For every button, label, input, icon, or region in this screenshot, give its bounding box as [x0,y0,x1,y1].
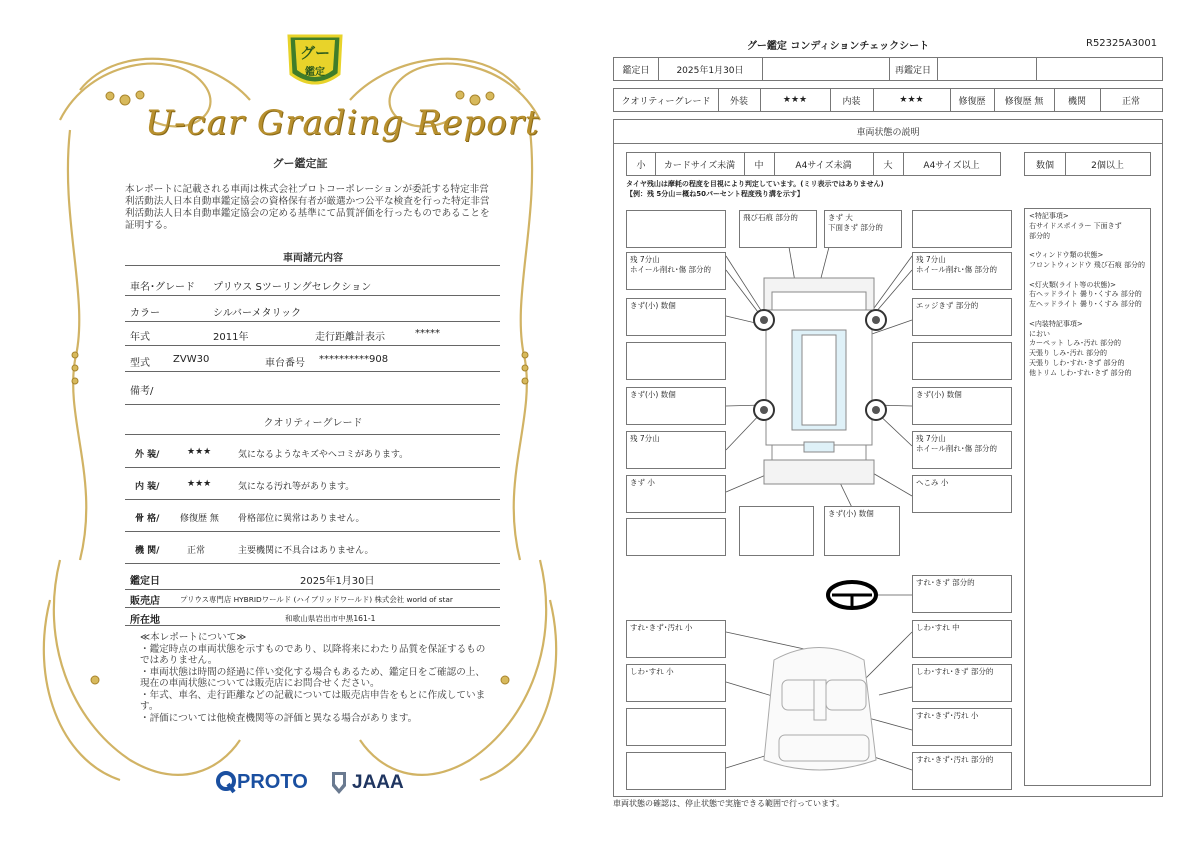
quality-label: 内 装/ [135,482,160,492]
special-note-line [1029,310,1146,320]
int-box-steer: すれ･きず 部分的 [912,575,1012,613]
special-note-line: 右ヘッドライト 曇り･くすみ 部分的 [1029,290,1142,299]
quality-desc: 主要機関に不具合はありません。 [238,546,374,556]
goo-badge [285,30,345,92]
special-note-line: 部分的 [1029,231,1050,240]
date-label: 鑑定日 [622,65,650,76]
int-box-l1: すれ･きず･汚れ 小 [626,620,726,658]
legend-mid: 中 [754,160,764,171]
ext-box-l3 [626,342,726,380]
quality-grade: 修復歴 無 [180,514,219,524]
year-value: 2011年 [213,332,249,343]
ext-box-l2: きず(小) 数個 [626,298,726,336]
special-note-line: 天張り しみ･汚れ 部分的 [1029,349,1107,358]
proto-logo [215,770,308,794]
quality-desc: 気になる汚れ等があります。 [238,482,355,492]
grade-row [613,88,1163,112]
ext-box-l5: 残 7分山 [626,431,726,469]
address-value: 和歌山県岩出市中黒161-1 [285,614,376,623]
tire-note-1: タイヤ残山は摩耗の程度を目視により判定しています。(ミリ表示ではありません) [626,180,884,188]
grade-label: クオリティーグレード [621,96,711,107]
ext-box-r3 [912,342,1012,380]
ext-value: ★★★ [782,95,808,105]
color-label: カラー [130,308,160,319]
date-row [613,57,1163,81]
sheet-title: グー鑑定 コンディションチェックシート [746,41,930,52]
quality-label: 機 関/ [135,546,160,556]
jaaa-logo [330,770,404,796]
int-box-l3 [626,708,726,746]
notes [140,632,490,724]
quality-label: 外 装/ [135,450,160,460]
special-note-line: 左ヘッドライト 曇り･くすみ 部分的 [1029,300,1142,309]
quality-title: クオリティーグレード [263,418,363,429]
special-notes [1024,208,1151,786]
spec-row-name [125,270,500,296]
remarks-label: 備考/ [130,386,154,397]
quality-row [125,500,500,532]
shop-value: プリウス専門店 HYBRIDワールド (ハイブリッドワールド) 株式会社 world of star [180,595,453,604]
chassis-value: **********908 [319,354,389,365]
legend-count-desc: 2個以上 [1091,160,1124,171]
quality-grade: ★★★ [187,479,212,489]
date-value: 2025年1月30日 [676,65,744,76]
spec-row-address [125,608,500,626]
quality-row [125,532,500,564]
ext-box-l7 [626,518,726,556]
ext-box-l4: きず(小) 数個 [626,387,726,425]
legend-small-desc: カードサイズ未満 [663,160,736,171]
date-label: 鑑定日 [130,576,160,587]
special-note-line: <特記事項> [1029,212,1069,220]
color-value: シルバーメタリック [213,308,302,319]
reinspect-label: 再鑑定日 [894,65,931,76]
legend-small: 小 [636,160,646,171]
sheet-id: R52325A3001 [1086,38,1158,49]
model-value: ZVW30 [173,354,210,365]
mileage-value: ***** [415,328,440,339]
special-note-line: 他トリム しわ･すれ･きず 部分的 [1029,368,1132,377]
legend-large: 大 [883,160,893,171]
special-note-line: フロントウィンドウ 飛び石痕 部分的 [1029,260,1146,269]
note-3: ・年式、車名、走行距離などの記載については販売店申告をもとに作成しています。 [140,689,486,712]
condition-check-sheet [600,0,1200,848]
spec-row-date [125,564,500,590]
int-value: ★★★ [899,95,924,105]
ext-box-t4 [912,210,1012,248]
quality-desc: 骨格部位に異常はありません。 [238,514,365,524]
note-1: ・鑑定時点の車両状態を示すものであり、以降将来にわたり品質を保証するものではありません。 [140,643,486,666]
condition-panel [613,119,1163,797]
special-note-line [1029,241,1146,251]
ext-box-t3: きず 大 下面きず 部分的 [824,210,902,248]
spec-row-year [125,322,500,346]
ext-box-r4: きず(小) 数個 [912,387,1012,425]
ext-box-b1 [739,506,814,556]
quality-row [125,436,500,468]
year-label: 年式 [130,332,150,343]
report-title: U-car Grading Report [145,103,540,143]
date-value: 2025年1月30日 [300,576,375,587]
mileage-label: 走行距離計表示 [315,332,385,343]
special-note-line: <内装特記事項> [1029,319,1083,328]
quality-desc: 気になるようなキズやヘコミがあります。 [238,450,409,460]
special-note-line: 天張り しわ･すれ･きず 部分的 [1029,358,1125,367]
proto-q-icon [215,770,237,794]
name-value: プリウス Sツーリングセレクション [213,282,372,293]
badge-top-text: グー [299,44,330,62]
chassis-label: 車台番号 [265,358,305,369]
repair-value: 修復歴 無 [1004,96,1044,107]
name-label: 車名･グレード [130,282,195,293]
special-note-line [1029,271,1146,281]
tire-note-2: 【例：残 5分山＝概ね50パーセント程度残り溝を示す】 [626,190,804,198]
quality-label: 骨 格/ [135,514,160,524]
ext-box-t2: 飛び石痕 部分的 [739,210,817,248]
cert-text: 本レポートに記載される車両は株式会社プロトコーポレーションが委託する特定非営利活動法人日本自動車鑑定協会の資格保有者が厳選かつ公平な検査を行った特定非営利活動法人日本自動車鑑定協会の定める基準にて品質評価を行ったものであることを証明する。 [125,184,490,231]
shop-label: 販売店 [130,596,160,607]
int-box-r2: しわ･すれ･きず 部分的 [912,664,1012,702]
ext-box-b3: きず(小) 数個 [824,506,900,556]
specs-title: 車両諸元内容 [283,253,343,264]
spec-row-model [125,346,500,372]
note-4: ・評価については他検査機関等の評価と異なる場合があります。 [140,712,418,724]
legend-title: 車両状態の説明 [614,120,1162,144]
repair-label: 修復歴 [958,96,986,107]
cert-title: グー鑑定証 [272,157,328,170]
legend-count: 数個 [1035,160,1054,171]
model-label: 型式 [130,358,150,369]
special-note-line: におい [1029,329,1050,338]
spec-row-color [125,296,500,322]
note-2: ・車両状態は時間の経過に伴い変化する場合もあるため、鑑定日をご確認の上、現在の車両状態については販売店にお問合せください。 [140,666,485,689]
int-box-l4 [626,752,726,790]
proto-text: PROTO [237,770,308,793]
spec-row-remarks [125,372,500,402]
quality-grade: 正常 [187,546,206,556]
legend-large-desc: A4サイズ以上 [923,160,980,171]
special-note-line: カーペット しみ･汚れ 部分的 [1029,339,1121,348]
legend-mid-desc: A4サイズ未満 [795,160,852,171]
ext-label: 外装 [729,96,748,107]
ext-box-l1: 残 7分山 ホイール削れ･傷 部分的 [626,252,726,290]
address-label: 所在地 [130,615,160,626]
special-note-line: 右サイドスポイラー 下面きず [1029,221,1122,230]
engine-value: 正常 [1121,96,1140,107]
ext-box-l6: きず 小 [626,475,726,513]
special-note-line: <灯火類(ライト等の状態)> [1029,280,1116,289]
int-box-r4: すれ･きず･汚れ 部分的 [912,752,1012,790]
ext-box-r6: へこみ 小 [912,475,1012,513]
engine-label: 機関 [1067,96,1086,107]
ext-box-r1: 残 7分山 ホイール削れ･傷 部分的 [912,252,1012,290]
footer-note: 車両状態の確認は、停止状態で実施できる範囲で行っています。 [613,799,845,808]
int-box-r1: しわ･すれ 中 [912,620,1012,658]
jaaa-emblem-icon [330,770,348,796]
special-note-line: <ウィンドウ類の状態> [1029,251,1104,260]
quality-row [125,468,500,500]
spec-row-shop [125,590,500,608]
int-label: 内装 [842,96,861,107]
jaaa-text: JAAA [352,772,404,793]
ext-box-r2: エッジきず 部分的 [912,298,1012,336]
ext-box-t1 [626,210,726,248]
int-box-l2: しわ･すれ 小 [626,664,726,702]
ext-box-r5: 残 7分山 ホイール削れ･傷 部分的 [912,431,1012,469]
quality-grade: ★★★ [187,447,212,457]
notes-title: ≪本レポートについて≫ [140,632,247,643]
int-box-r3: すれ･きず･汚れ 小 [912,708,1012,746]
badge-bottom-text: 鑑定 [305,67,325,78]
